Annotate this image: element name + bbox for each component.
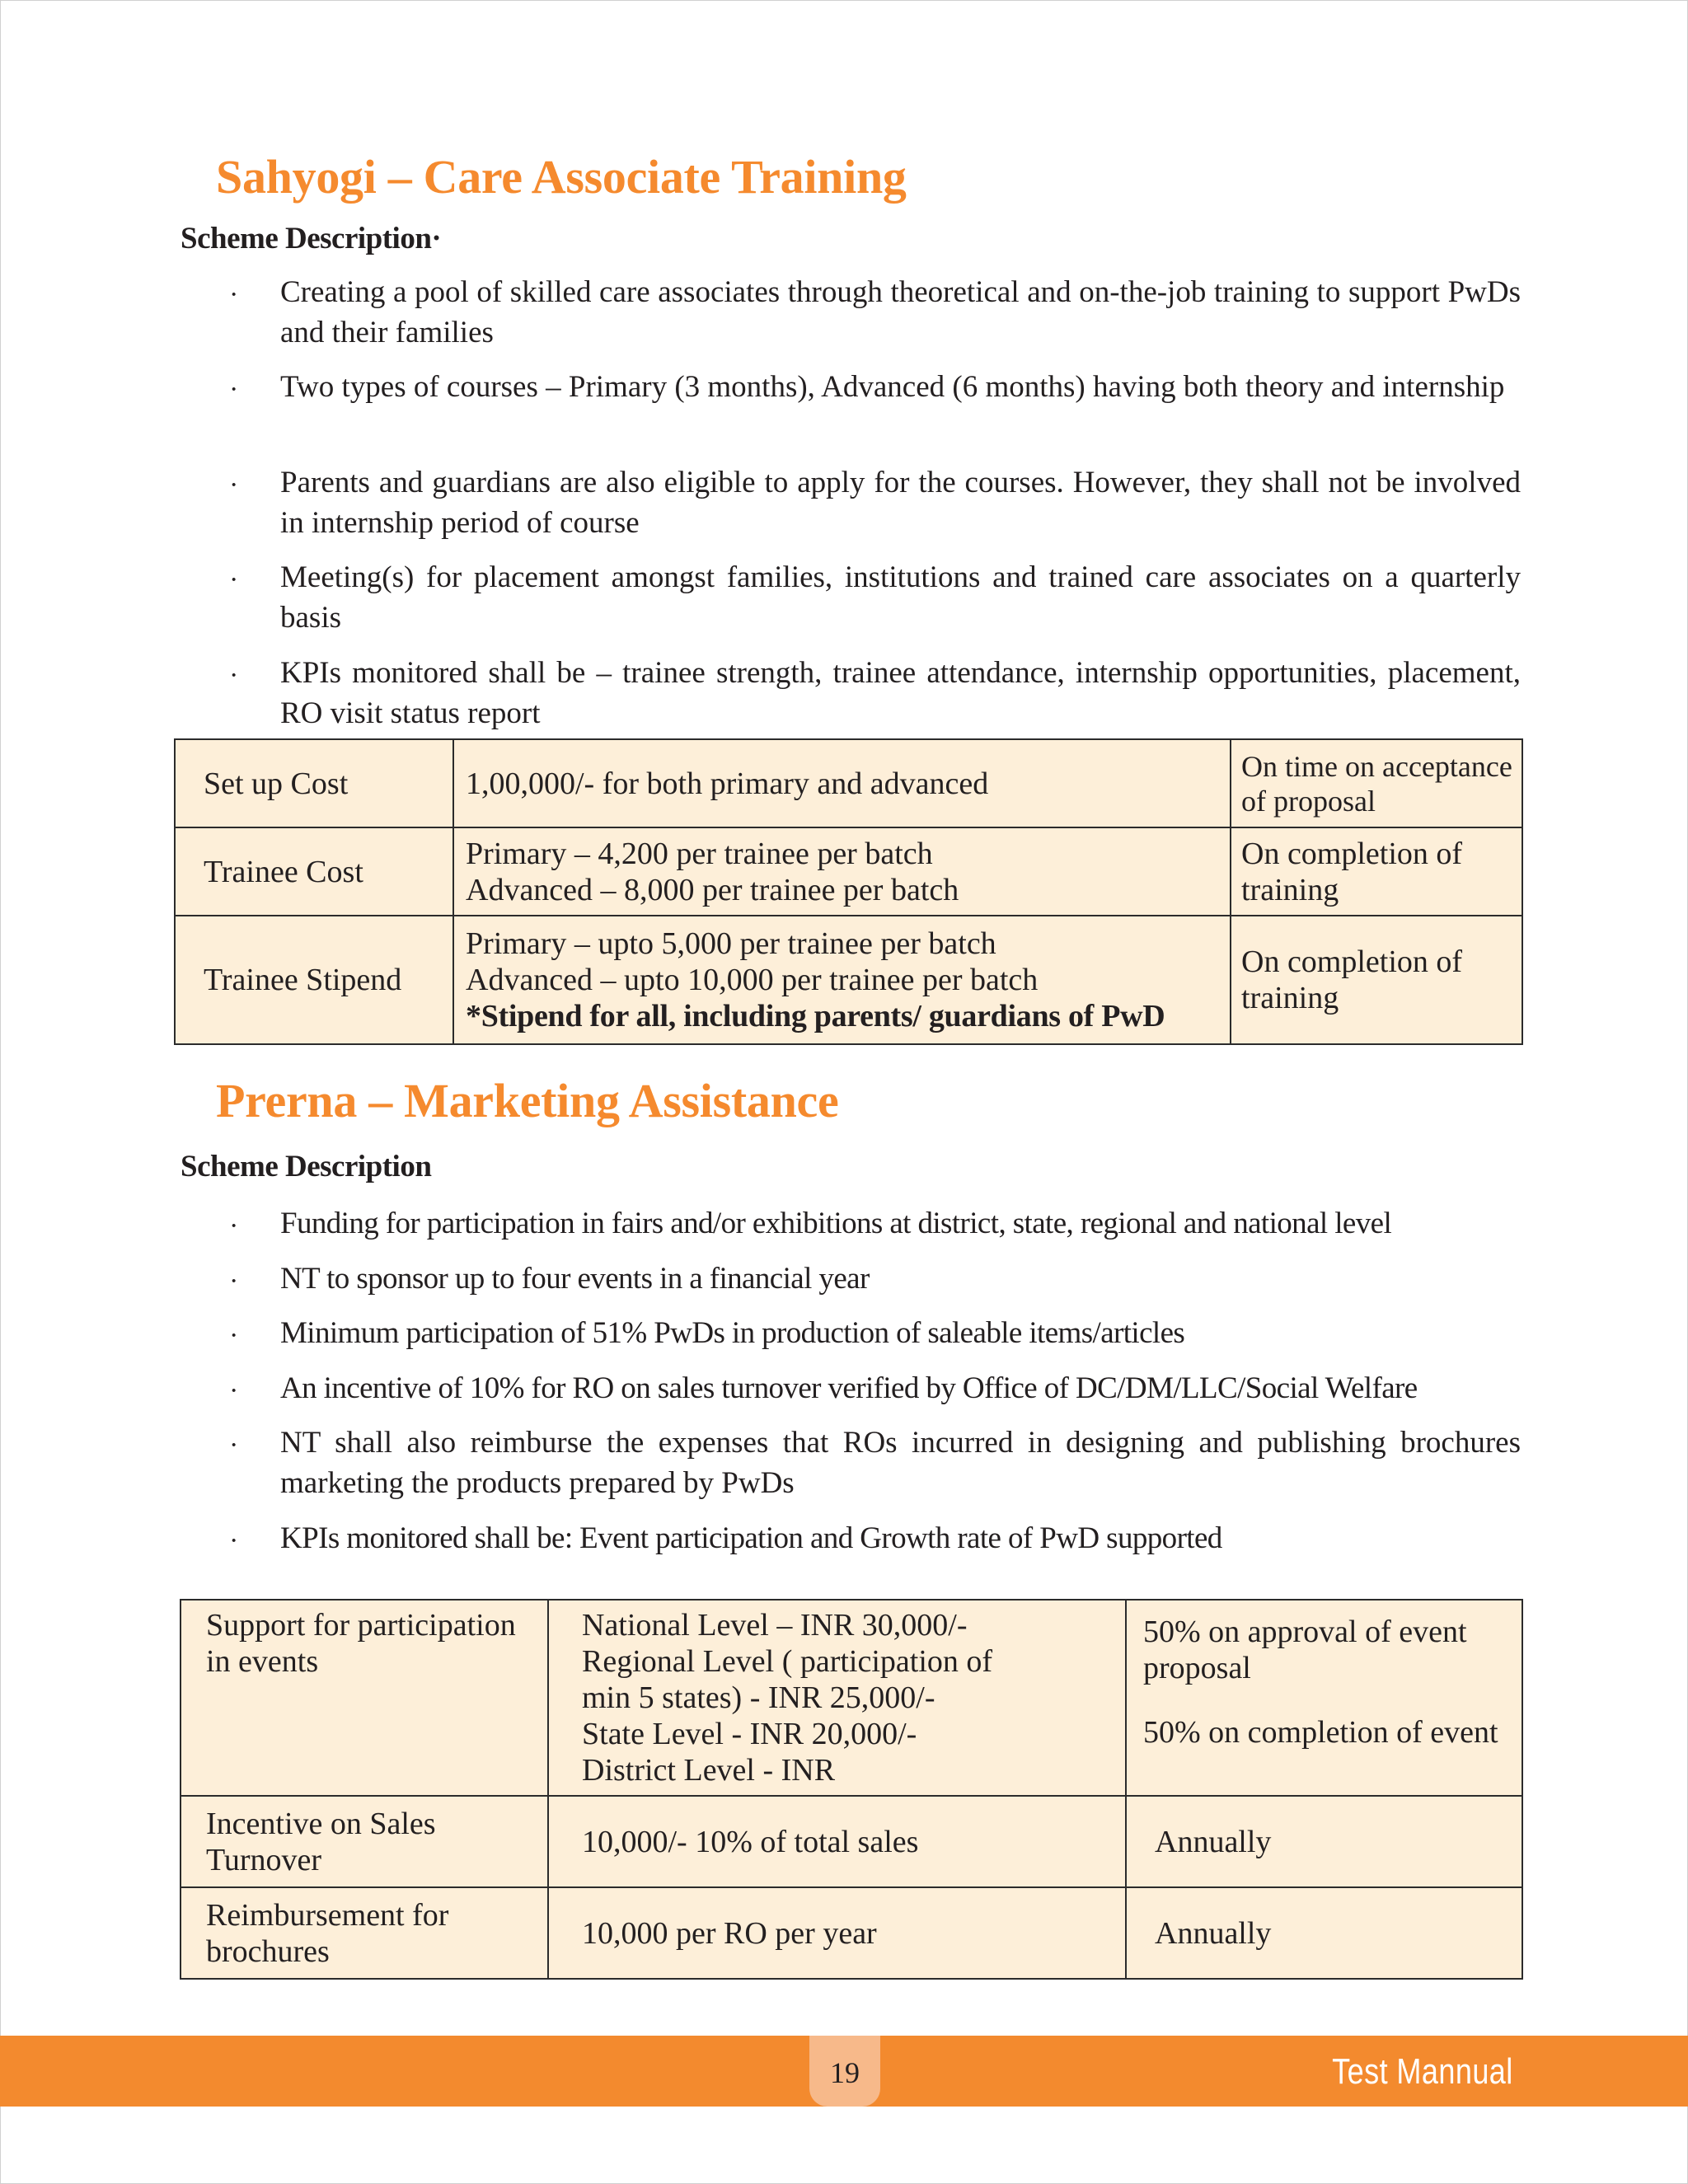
prerna-title: Prerna – Marketing Assistance [216,1074,839,1127]
bullet-text: Meeting(s) for placement amongst families, institutions and trained care associates on a quarterly basis [280,560,1521,635]
bullet-text: An incentive of 10% for RO on sales turnover verified by Office of DC/DM/LLC/Social Welfare [280,1371,1418,1405]
bullet-icon: · [229,1526,239,1556]
table-row [175,827,1522,916]
row-amount: 1,00,000/- for both primary and advanced [453,739,1231,827]
bullet-text: KPIs monitored shall be – trainee strength, trainee attendance, internship opportunities, placement, RO visit status report [280,656,1521,730]
row-amount: Primary – upto 5,000 per trainee per batch Advanced – upto 10,000 per trainee per batch *Stipend for all, including parents/ guardians of PwD [453,916,1231,1044]
row-label: Incentive on Sales Turnover [181,1796,548,1887]
row-amount: Primary – 4,200 per trainee per batch Advanced – 8,000 per trainee per batch [453,827,1231,916]
bullet-icon: · [229,374,239,405]
row-timing: Annually [1126,1887,1522,1979]
row-amount: 10,000/- 10% of total sales [548,1796,1126,1887]
row-label: Reimbursement for brochures [181,1887,548,1979]
row-timing: 50% on approval of event proposal 50% on completion of event [1126,1600,1522,1796]
prerna-scheme-description-heading: Scheme Description [181,1150,432,1183]
prerna-support-table [180,1599,1523,1980]
stipend-note: *Stipend for all, including parents/ guardians of PwD [466,999,1165,1033]
row-amount: National Level – INR 30,000/- Regional Level ( participation of min 5 states) - INR 25,000/- State Level - INR 20,000/- District Level - INR [548,1600,1126,1796]
bullet-icon: · [229,1376,239,1406]
bullet-text: Creating a pool of skilled care associates through theoretical and on-the-job training to support PwDs and their families [280,275,1521,349]
bullet-icon: · [229,660,239,691]
bullet-icon: · [229,1320,239,1351]
row-label: Trainee Cost [175,827,453,916]
table-row [181,1887,1522,1979]
bullet-icon: · [229,1266,239,1296]
bullet-icon: · [229,470,239,500]
sahyogi-cost-table [174,738,1523,1045]
page-number: 19 [830,2056,860,2089]
table-row [181,1796,1522,1887]
bullet-icon: · [229,1430,239,1460]
row-timing: On completion of training [1231,916,1522,1044]
bullet-text: NT shall also reimburse the expenses that ROs incurred in designing and publishing brochures marketing the products prepared by PwDs [280,1426,1521,1500]
row-timing: On time on acceptance of proposal [1231,739,1522,827]
row-label: Set up Cost [175,739,453,827]
bullet-text: NT to sponsor up to four events in a financial year [280,1262,870,1296]
bullet-icon: · [229,565,239,595]
table-row [181,1600,1522,1796]
table-row [175,739,1522,827]
bullet-icon: · [229,1211,239,1241]
sahyogi-scheme-description-heading: Scheme Description· [181,222,442,255]
bullet-text: Two types of courses – Primary (3 months), Advanced (6 months) having both theory and internship [280,370,1505,404]
bullet-icon: · [229,279,239,310]
row-amount: 10,000 per RO per year [548,1887,1126,1979]
row-label: Trainee Stipend [175,916,453,1044]
table-row [175,916,1522,1044]
footer-document-title: Test Mannual [1332,2051,1513,2092]
row-timing: On completion of training [1231,827,1522,916]
row-timing: Annually [1126,1796,1522,1887]
bullet-text: Minimum participation of 51% PwDs in production of saleable items/articles [280,1316,1185,1350]
bullet-text: Parents and guardians are also eligible to apply for the courses. However, they shall not be involved in internship period of course [280,466,1521,540]
bullet-text: KPIs monitored shall be: Event participation and Growth rate of PwD supported [280,1521,1222,1555]
sahyogi-title: Sahyogi – Care Associate Training [216,150,907,204]
row-label: Support for participation in events [181,1600,548,1796]
bullet-text: Funding for participation in fairs and/or exhibitions at district, state, regional and national level [280,1207,1392,1240]
